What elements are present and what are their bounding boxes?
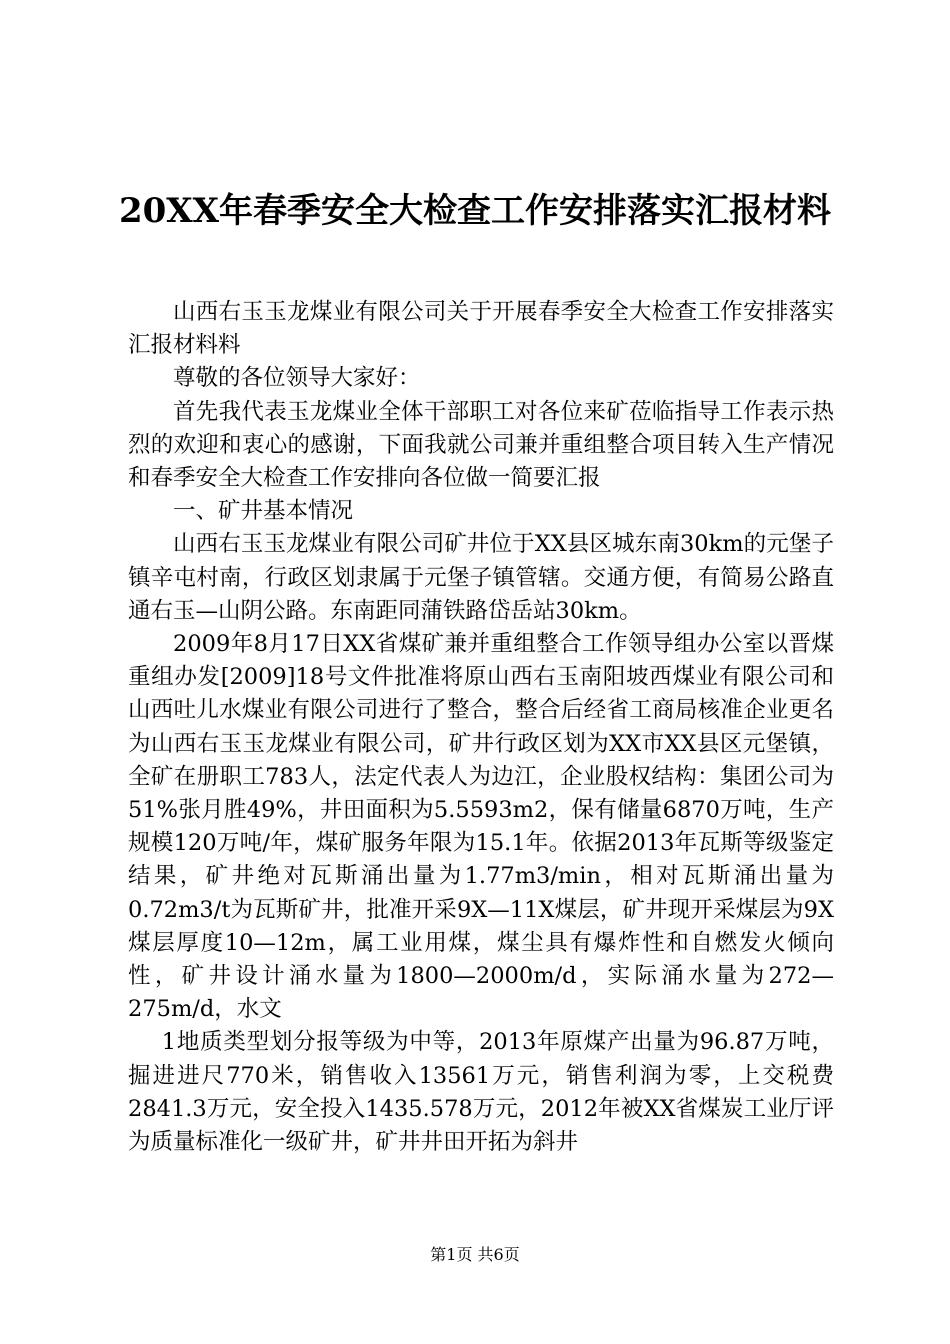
section-heading: 一、矿井基本情况 [173,498,354,525]
paragraph-intro: 山西右玉玉龙煤业有限公司关于开展春季安全大检查工作安排落实汇报材料料 [128,299,834,359]
paragraph-mine-location: 山西右玉玉龙煤业有限公司矿井位于XX县区城东南30km的元堡子镇辛屯村南，行政区划隶属于元堡子镇管辖。交通方便，有简易公路直通右玉—山阴公路。东南距同蒲铁路岱岳站30km。 [128,531,834,624]
paragraph-opening: 首先我代表玉龙煤业全体干部职工对各位来矿莅临指导工作表示热烈的欢迎和衷心的感谢，下面我就公司兼并重组整合项目转入生产情况和春季安全大检查工作安排向各位做一简要汇报 [128,398,834,492]
page-footer: 第1页 共6页 [430,1245,520,1264]
paragraph-mine-details: 2009年8月17日XX省煤矿兼并重组整合工作领导组办公室以晋煤重组办发[2009]18号文件批准将原山西右玉南阳坡西煤业有限公司和山西吐儿水煤业有限公司进行了整合，整合后经省工商局核准企业更名为山西右玉玉龙煤业有限公司，矿井行政区划为XX市XX县区元堡镇，全矿在册职工783人，法定代表人为边江，企业股权结构：集团公司为51%张月胜49%，井田面积为5.5593m2，保有储量6870万吨，生产规模120万吨/年，煤矿服务年限为15.1年。依据2013年瓦斯等级鉴定结果，矿井绝对瓦斯涌出量为1.77m3/min，相对瓦斯涌出量为0.72m3/t为瓦斯矿井，批准开采9X—11X煤层，矿井现开采煤层为9X煤层厚度10—12m，属工业用煤，煤尘具有爆炸性和自燃发火倾向性，矿井设计涌水量为1800—2000m/d，实际涌水量为272—275m/d，水文 [128,631,834,1023]
paragraph-greeting: 尊敬的各位领导大家好： [173,365,421,392]
paragraph-production: 1地质类型划分报等级为中等，2013年原煤产出量为96.87万吨，掘进进尺770米，销售收入13561万元，销售利润为零，上交税费2841.3万元，安全投入1435.578万元，2012年被XX省煤炭工业厅评为质量标准化一级矿井，矿井井田开拓为斜井 [128,1029,834,1156]
document-title: 20XX年春季安全大检查工作安排落实汇报材料 [118,191,832,231]
document-body [128,296,834,1159]
